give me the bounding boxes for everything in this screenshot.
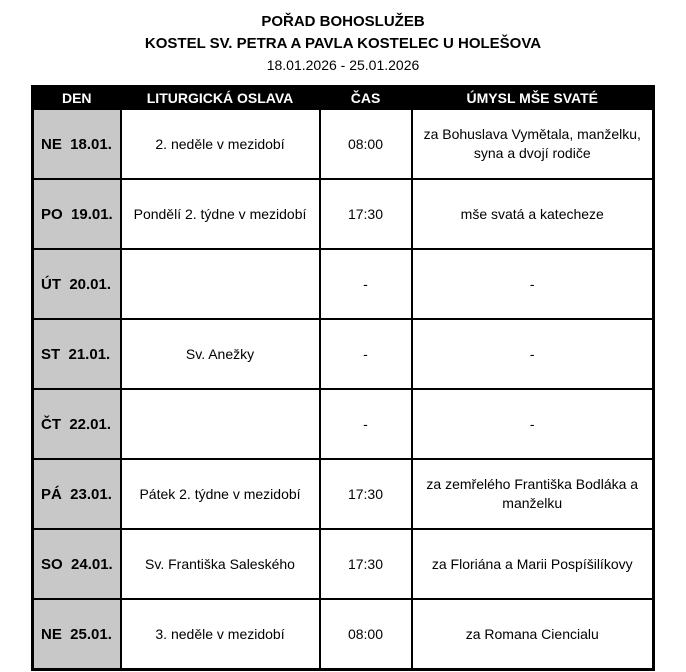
time-cell: - bbox=[320, 319, 412, 389]
document-header bbox=[0, 0, 686, 76]
celebration-cell: Pondělí 2. týdne v mezidobí bbox=[121, 179, 320, 249]
table-row bbox=[33, 529, 654, 599]
intention-cell: - bbox=[412, 319, 654, 389]
celebration-cell bbox=[121, 389, 320, 459]
table-row bbox=[33, 109, 654, 179]
day-cell: SO 24.01. bbox=[33, 529, 121, 599]
intention-cell: za Romana Ciencialu bbox=[412, 599, 654, 670]
intention-cell: za Floriána a Marii Pospíšilíkovy bbox=[412, 529, 654, 599]
column-header-cas: ČAS bbox=[320, 87, 412, 110]
celebration-cell: Sv. Františka Saleského bbox=[121, 529, 320, 599]
column-header-den: DEN bbox=[33, 87, 121, 110]
time-cell: - bbox=[320, 249, 412, 319]
celebration-cell: 3. neděle v mezidobí bbox=[121, 599, 320, 670]
schedule-table bbox=[31, 85, 655, 671]
time-cell: - bbox=[320, 389, 412, 459]
column-header-oslava: LITURGICKÁ OSLAVA bbox=[121, 87, 320, 110]
celebration-cell: Pátek 2. týdne v mezidobí bbox=[121, 459, 320, 529]
celebration-cell: 2. neděle v mezidobí bbox=[121, 109, 320, 179]
table-row bbox=[33, 179, 654, 249]
day-cell: ČT 22.01. bbox=[33, 389, 121, 459]
page-title: POŘAD BOHOSLUŽEB bbox=[261, 13, 425, 30]
celebration-cell bbox=[121, 249, 320, 319]
day-cell: PÁ 23.01. bbox=[33, 459, 121, 529]
intention-cell: za zemřelého Františka Bodláka a manželku bbox=[412, 459, 654, 529]
table-header-row bbox=[33, 87, 654, 110]
day-cell: ST 21.01. bbox=[33, 319, 121, 389]
intention-cell: - bbox=[412, 249, 654, 319]
page-subtitle: KOSTEL SV. PETRA A PAVLA KOSTELEC U HOLEŠOVA bbox=[144, 35, 542, 52]
celebration-cell: Sv. Anežky bbox=[121, 319, 320, 389]
time-cell: 17:30 bbox=[320, 459, 412, 529]
day-cell: NE 18.01. bbox=[33, 109, 121, 179]
table-row bbox=[33, 459, 654, 529]
table-row bbox=[33, 389, 654, 459]
table-row bbox=[33, 599, 654, 670]
time-cell: 17:30 bbox=[320, 529, 412, 599]
table-row bbox=[33, 319, 654, 389]
schedule-body bbox=[33, 109, 654, 670]
column-header-umysl: ÚMYSL MŠE SVATÉ bbox=[412, 87, 654, 110]
day-cell: PO 19.01. bbox=[33, 179, 121, 249]
intention-cell: - bbox=[412, 389, 654, 459]
intention-cell: mše svatá a katecheze bbox=[412, 179, 654, 249]
intention-cell: za Bohuslava Vymětala, manželku, syna a dvojí rodiče bbox=[412, 109, 654, 179]
time-cell: 08:00 bbox=[320, 109, 412, 179]
table-row bbox=[33, 249, 654, 319]
date-range: 18.01.2026 - 25.01.2026 bbox=[266, 57, 420, 73]
time-cell: 08:00 bbox=[320, 599, 412, 670]
day-cell: NE 25.01. bbox=[33, 599, 121, 670]
day-cell: ÚT 20.01. bbox=[33, 249, 121, 319]
time-cell: 17:30 bbox=[320, 179, 412, 249]
